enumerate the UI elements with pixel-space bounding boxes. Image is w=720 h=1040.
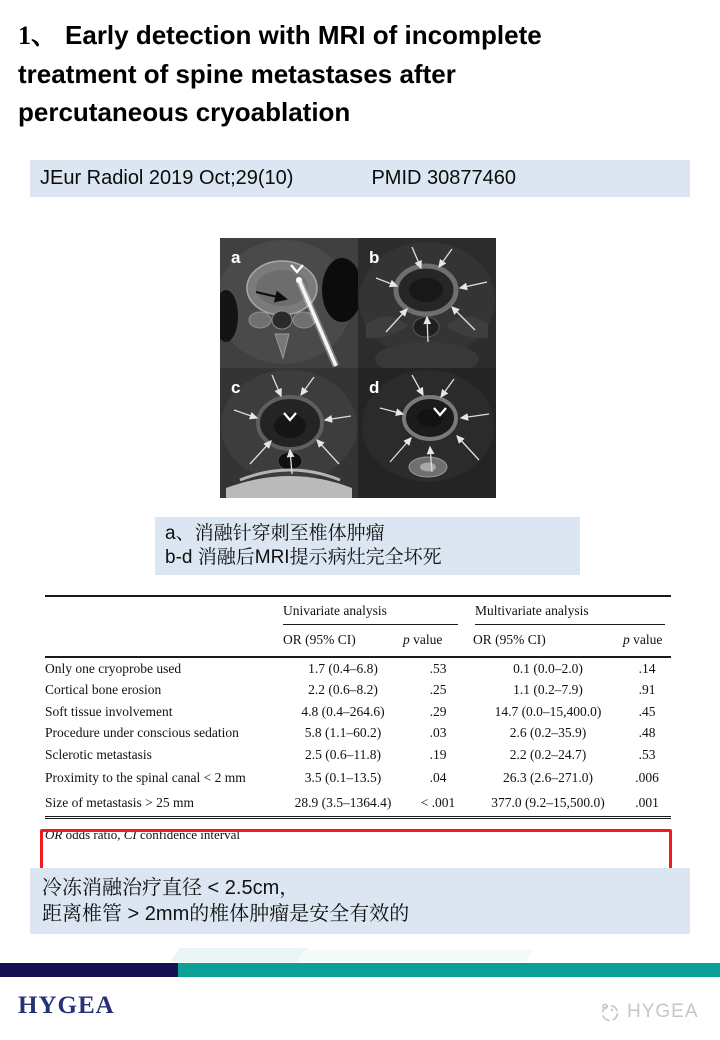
citation-journal: JEur Radiol 2019 Oct;29(10) <box>40 167 294 189</box>
panel-a <box>220 238 362 368</box>
table-row: Sclerotic metastasis 2.5 (0.6–11.8) .19 2.2 (0.2–24.7) .53 <box>45 746 656 762</box>
conclusion-line-2: 距离椎管 > 2mm的椎体肿瘤是安全有效的 <box>42 903 410 925</box>
svg-text:a: a <box>231 248 241 267</box>
hygea-watermark <box>598 1000 699 1024</box>
svg-text:c: c <box>231 378 241 397</box>
panel-b <box>358 238 496 376</box>
table-rows <box>45 658 671 819</box>
svg-text:b: b <box>369 248 380 267</box>
stats-table <box>45 595 671 843</box>
table-row: Proximity to the spinal canal < 2 mm 3.5 (0.1–13.5) .04 26.3 (2.6–271.0) .006 <box>45 770 659 785</box>
table-sub-header-row <box>45 625 671 658</box>
footer-decoration-streak <box>171 948 310 962</box>
figure-caption <box>155 517 580 575</box>
mri-figure-image <box>220 238 496 498</box>
hygea-watermark-text: HYGEA <box>627 1001 699 1022</box>
group-header-multivariate: Multivariate analysis <box>475 601 671 625</box>
panel-c <box>220 368 358 498</box>
citation-bar <box>30 160 690 197</box>
conclusion-box <box>30 868 690 934</box>
mri-figure <box>220 238 496 498</box>
hygea-logo-text: HYGEA <box>18 992 115 1019</box>
table-row: Cortical bone erosion 2.2 (0.6–8.2) .25 1.1 (0.2–7.9) .91 <box>45 682 656 698</box>
figure-caption-line-1: a、消融针穿刺至椎体肿瘤 <box>165 523 385 544</box>
table-row: Only one cryoprobe used 1.7 (0.4–6.8) .53 0.1 (0.0–2.0) .14 <box>45 660 656 676</box>
title-line-3: percutaneous cryoablation <box>18 97 351 127</box>
citation-pmid: PMID 30877460 <box>371 167 517 189</box>
conclusion-line-1: 冷冻消融治疗直径 < 2.5cm， <box>42 877 300 899</box>
col-header-p-multivariate: p value <box>623 632 663 647</box>
col-header-p-univariate: p value <box>403 632 443 647</box>
table-row: Soft tissue involvement 4.8 (0.4–264.6) .29 14.7 (0.0–15,400.0) .45 <box>45 703 656 719</box>
figure-caption-line-2: b-d 消融后MRI提示病灶完全坏死 <box>165 547 442 568</box>
page-title <box>18 16 658 131</box>
col-header-or-univariate: OR (95% CI) <box>283 632 356 647</box>
group-header-univariate: Univariate analysis <box>283 601 475 625</box>
title-line-1: 1、 Early detection with MRI of incomplete <box>18 20 542 50</box>
table-row: Size of metastasis > 25 mm 28.9 (3.5–1364.4) < .001 377.0 (9.2–15,500.0) .001 <box>45 795 659 810</box>
hygea-watermark-logo-icon <box>598 1000 622 1024</box>
table-row: Procedure under conscious sedation 5.8 (1.1–60.2) .03 2.6 (0.2–35.9) .48 <box>45 725 656 741</box>
table-footnote: OR odds ratio, CI confidence interval <box>45 826 240 842</box>
title-number: 1、 <box>18 21 58 50</box>
table-group-header-row <box>45 597 671 625</box>
footer-decoration-streak <box>297 950 534 961</box>
panel-d <box>358 368 496 498</box>
footer-bar-navy <box>0 963 178 977</box>
svg-text:d: d <box>369 378 380 397</box>
footer-bar-teal <box>178 963 720 977</box>
title-line-2: treatment of spine metastases after <box>18 59 456 89</box>
col-header-or-multivariate: OR (95% CI) <box>473 632 546 647</box>
